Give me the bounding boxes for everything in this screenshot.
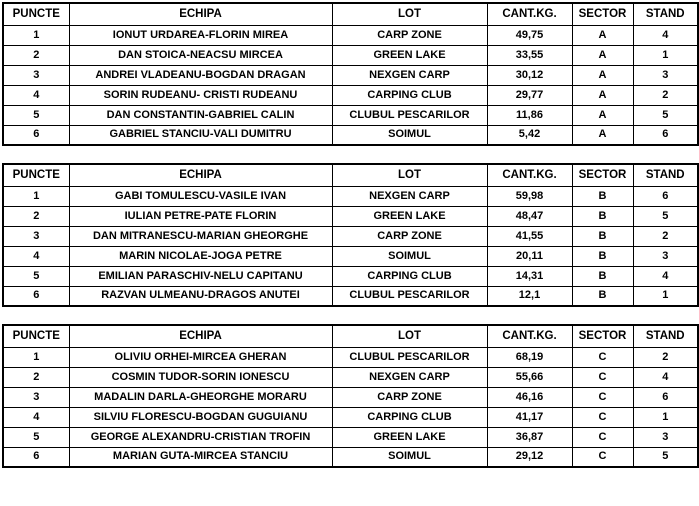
cell-lot: SOIMUL — [332, 125, 487, 145]
cell-echipa: ANDREI VLADEANU-BOGDAN DRAGAN — [69, 65, 332, 85]
cell-puncte: 6 — [3, 286, 69, 306]
cell-puncte: 6 — [3, 125, 69, 145]
cell-cant-kg: 5,42 — [487, 125, 572, 145]
cell-puncte: 4 — [3, 407, 69, 427]
cell-stand: 6 — [633, 387, 698, 407]
cell-stand: 3 — [633, 65, 698, 85]
cell-lot: CARPING CLUB — [332, 266, 487, 286]
cell-stand: 2 — [633, 226, 698, 246]
cell-lot: NEXGEN CARP — [332, 65, 487, 85]
cell-puncte: 5 — [3, 427, 69, 447]
ranking-table-sector-b — [2, 163, 699, 307]
cell-lot: CLUBUL PESCARILOR — [332, 286, 487, 306]
cell-sector: C — [572, 347, 633, 367]
column-header-stand: STAND — [633, 3, 698, 25]
cell-lot: CLUBUL PESCARILOR — [332, 105, 487, 125]
table-row — [3, 447, 698, 467]
cell-stand: 1 — [633, 407, 698, 427]
cell-sector: B — [572, 286, 633, 306]
cell-cant-kg: 29,77 — [487, 85, 572, 105]
cell-cant-kg: 46,16 — [487, 387, 572, 407]
cell-puncte: 5 — [3, 266, 69, 286]
table-row — [3, 206, 698, 226]
table-row — [3, 347, 698, 367]
column-header-echipa: ECHIPA — [69, 325, 332, 347]
column-header-sector: SECTOR — [572, 3, 633, 25]
table-row — [3, 105, 698, 125]
table-row — [3, 266, 698, 286]
column-header-puncte: PUNCTE — [3, 164, 69, 186]
column-header-puncte: PUNCTE — [3, 325, 69, 347]
cell-sector: B — [572, 206, 633, 226]
cell-lot: CLUBUL PESCARILOR — [332, 347, 487, 367]
cell-cant-kg: 12,1 — [487, 286, 572, 306]
cell-echipa: MADALIN DARLA-GHEORGHE MORARU — [69, 387, 332, 407]
cell-puncte: 3 — [3, 65, 69, 85]
cell-echipa: SORIN RUDEANU- CRISTI RUDEANU — [69, 85, 332, 105]
cell-echipa: OLIVIU ORHEI-MIRCEA GHERAN — [69, 347, 332, 367]
cell-sector: B — [572, 246, 633, 266]
cell-sector: C — [572, 367, 633, 387]
ranking-table-sector-a — [2, 2, 699, 146]
table-header — [3, 325, 698, 347]
column-header-echipa: ECHIPA — [69, 164, 332, 186]
column-header-puncte: PUNCTE — [3, 3, 69, 25]
cell-cant-kg: 33,55 — [487, 45, 572, 65]
cell-echipa: COSMIN TUDOR-SORIN IONESCU — [69, 367, 332, 387]
table-header — [3, 164, 698, 186]
cell-sector: C — [572, 387, 633, 407]
cell-cant-kg: 20,11 — [487, 246, 572, 266]
header-row — [3, 164, 698, 186]
cell-puncte: 1 — [3, 25, 69, 45]
cell-puncte: 6 — [3, 447, 69, 467]
cell-cant-kg: 68,19 — [487, 347, 572, 367]
cell-sector: A — [572, 125, 633, 145]
cell-lot: CARP ZONE — [332, 387, 487, 407]
cell-sector: B — [572, 266, 633, 286]
table-row — [3, 286, 698, 306]
cell-sector: C — [572, 407, 633, 427]
cell-puncte: 4 — [3, 85, 69, 105]
table-row — [3, 387, 698, 407]
cell-cant-kg: 48,47 — [487, 206, 572, 226]
cell-lot: SOIMUL — [332, 447, 487, 467]
cell-lot: CARPING CLUB — [332, 85, 487, 105]
cell-stand: 4 — [633, 266, 698, 286]
cell-stand: 4 — [633, 25, 698, 45]
cell-echipa: EMILIAN PARASCHIV-NELU CAPITANU — [69, 266, 332, 286]
cell-stand: 1 — [633, 45, 698, 65]
cell-stand: 2 — [633, 347, 698, 367]
cell-stand: 4 — [633, 367, 698, 387]
table-row — [3, 125, 698, 145]
table-row — [3, 186, 698, 206]
cell-sector: B — [572, 226, 633, 246]
cell-cant-kg: 30,12 — [487, 65, 572, 85]
cell-puncte: 3 — [3, 226, 69, 246]
cell-sector: A — [572, 25, 633, 45]
cell-echipa: DAN CONSTANTIN-GABRIEL CALIN — [69, 105, 332, 125]
column-header-lot: LOT — [332, 164, 487, 186]
ranking-table-sector-c — [2, 324, 699, 468]
cell-lot: GREEN LAKE — [332, 206, 487, 226]
header-row — [3, 325, 698, 347]
cell-lot: SOIMUL — [332, 246, 487, 266]
cell-sector: B — [572, 186, 633, 206]
cell-sector: A — [572, 65, 633, 85]
cell-echipa: IONUT URDAREA-FLORIN MIREA — [69, 25, 332, 45]
column-header-lot: LOT — [332, 3, 487, 25]
cell-puncte: 3 — [3, 387, 69, 407]
cell-echipa: DAN MITRANESCU-MARIAN GHEORGHE — [69, 226, 332, 246]
cell-cant-kg: 14,31 — [487, 266, 572, 286]
table-row — [3, 407, 698, 427]
table-row — [3, 246, 698, 266]
cell-stand: 2 — [633, 85, 698, 105]
cell-echipa: MARIN NICOLAE-JOGA PETRE — [69, 246, 332, 266]
column-header-echipa: ECHIPA — [69, 3, 332, 25]
column-header-sector: SECTOR — [572, 164, 633, 186]
cell-stand: 3 — [633, 246, 698, 266]
header-row — [3, 3, 698, 25]
column-header-cant-kg: CANT.KG. — [487, 325, 572, 347]
column-header-cant-kg: CANT.KG. — [487, 3, 572, 25]
cell-cant-kg: 36,87 — [487, 427, 572, 447]
cell-sector: A — [572, 105, 633, 125]
cell-puncte: 2 — [3, 367, 69, 387]
cell-lot: GREEN LAKE — [332, 45, 487, 65]
cell-cant-kg: 59,98 — [487, 186, 572, 206]
cell-cant-kg: 55,66 — [487, 367, 572, 387]
table-row — [3, 45, 698, 65]
cell-sector: A — [572, 45, 633, 65]
cell-cant-kg: 49,75 — [487, 25, 572, 45]
cell-lot: NEXGEN CARP — [332, 186, 487, 206]
cell-stand: 6 — [633, 125, 698, 145]
cell-lot: GREEN LAKE — [332, 427, 487, 447]
cell-puncte: 2 — [3, 45, 69, 65]
cell-lot: CARPING CLUB — [332, 407, 487, 427]
table-row — [3, 25, 698, 45]
cell-lot: CARP ZONE — [332, 226, 487, 246]
cell-stand: 3 — [633, 427, 698, 447]
cell-cant-kg: 11,86 — [487, 105, 572, 125]
cell-echipa: SILVIU FLORESCU-BOGDAN GUGUIANU — [69, 407, 332, 427]
cell-puncte: 4 — [3, 246, 69, 266]
cell-cant-kg: 41,17 — [487, 407, 572, 427]
column-header-cant-kg: CANT.KG. — [487, 164, 572, 186]
column-header-stand: STAND — [633, 164, 698, 186]
table-row — [3, 85, 698, 105]
table-header — [3, 3, 698, 25]
column-header-lot: LOT — [332, 325, 487, 347]
cell-stand: 5 — [633, 206, 698, 226]
cell-stand: 1 — [633, 286, 698, 306]
cell-puncte: 1 — [3, 186, 69, 206]
cell-echipa: IULIAN PETRE-PATE FLORIN — [69, 206, 332, 226]
table-row — [3, 226, 698, 246]
cell-echipa: DAN STOICA-NEACSU MIRCEA — [69, 45, 332, 65]
cell-echipa: MARIAN GUTA-MIRCEA STANCIU — [69, 447, 332, 467]
cell-puncte: 5 — [3, 105, 69, 125]
cell-lot: NEXGEN CARP — [332, 367, 487, 387]
cell-echipa: GEORGE ALEXANDRU-CRISTIAN TROFIN — [69, 427, 332, 447]
table-row — [3, 65, 698, 85]
cell-sector: A — [572, 85, 633, 105]
cell-lot: CARP ZONE — [332, 25, 487, 45]
cell-cant-kg: 41,55 — [487, 226, 572, 246]
cell-echipa: GABRIEL STANCIU-VALI DUMITRU — [69, 125, 332, 145]
cell-sector: C — [572, 427, 633, 447]
table-row — [3, 427, 698, 447]
cell-stand: 6 — [633, 186, 698, 206]
cell-echipa: GABI TOMULESCU-VASILE IVAN — [69, 186, 332, 206]
cell-stand: 5 — [633, 105, 698, 125]
table-row — [3, 367, 698, 387]
cell-puncte: 2 — [3, 206, 69, 226]
cell-echipa: RAZVAN ULMEANU-DRAGOS ANUTEI — [69, 286, 332, 306]
cell-stand: 5 — [633, 447, 698, 467]
cell-sector: C — [572, 447, 633, 467]
cell-puncte: 1 — [3, 347, 69, 367]
cell-cant-kg: 29,12 — [487, 447, 572, 467]
column-header-stand: STAND — [633, 325, 698, 347]
column-header-sector: SECTOR — [572, 325, 633, 347]
